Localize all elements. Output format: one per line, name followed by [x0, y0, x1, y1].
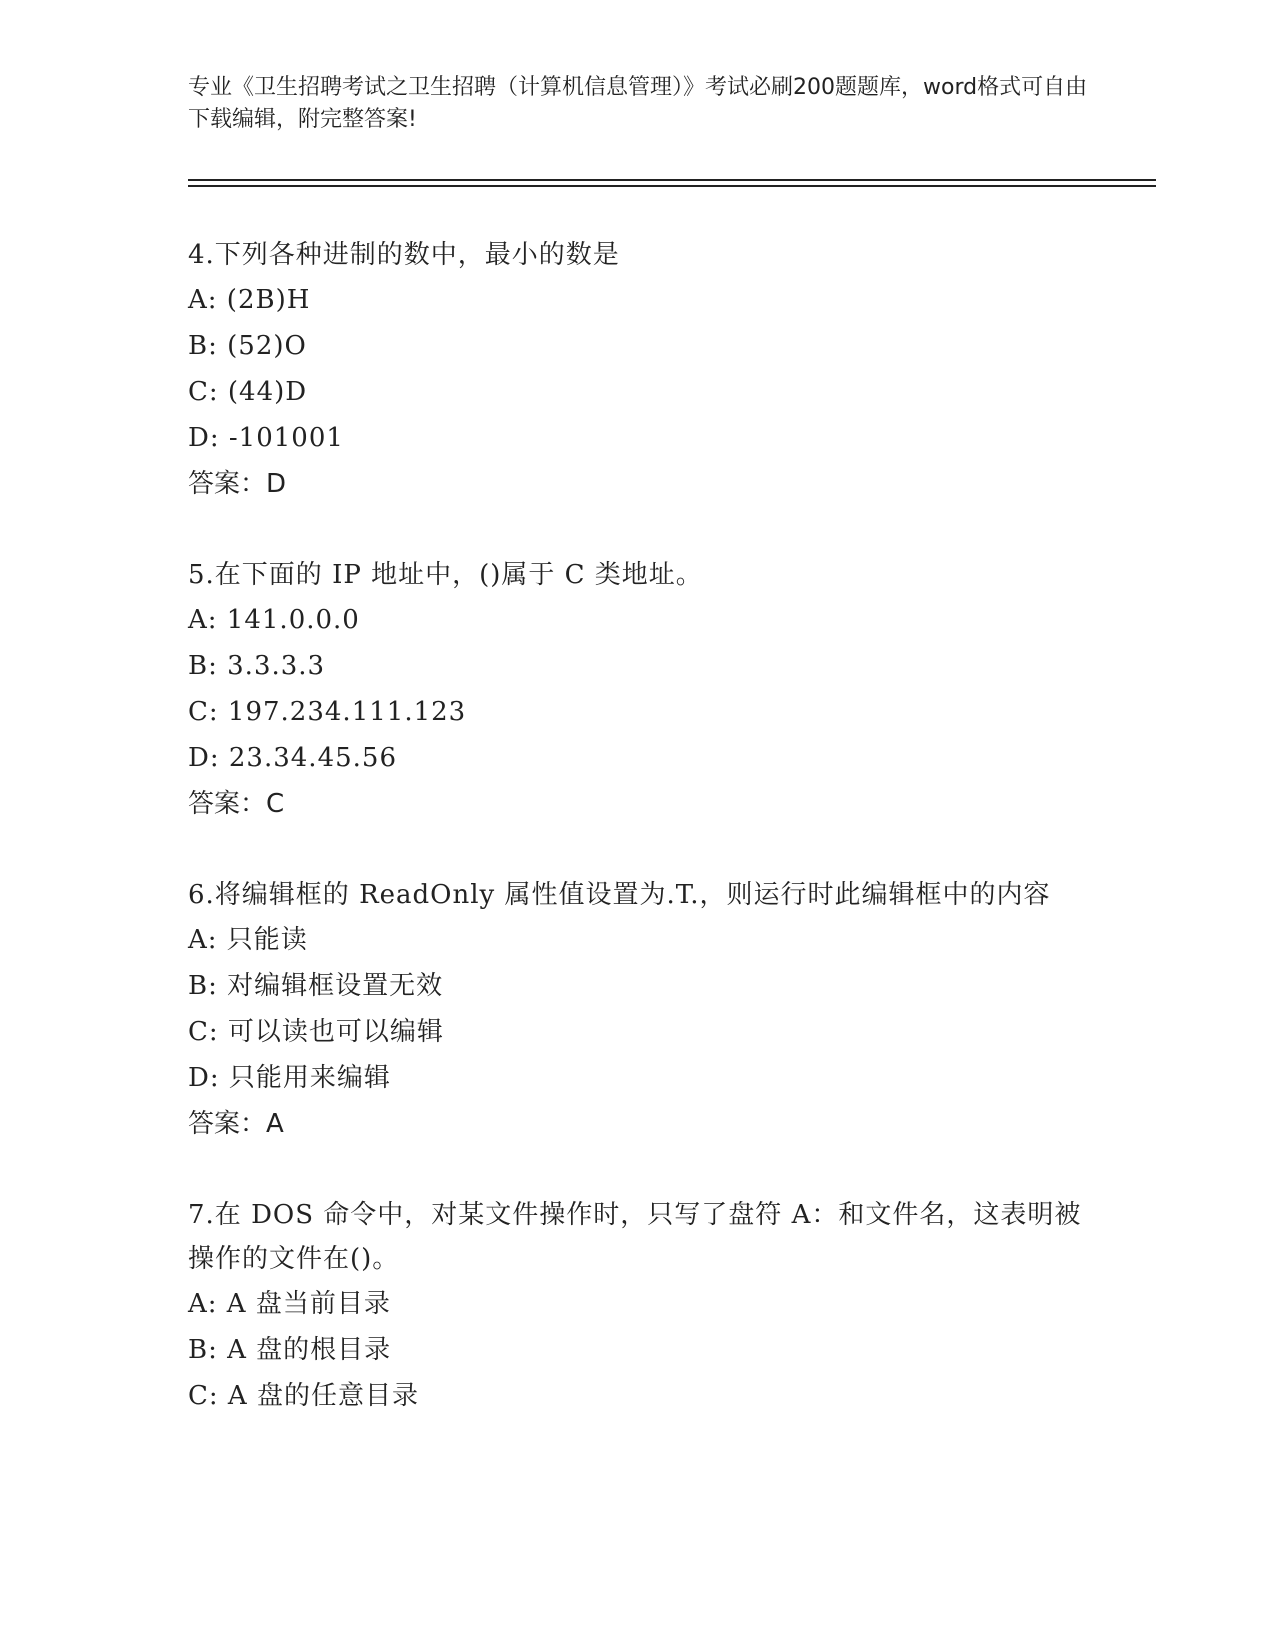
option-a: A: (2B)H — [188, 285, 311, 315]
question-7 — [188, 1193, 1088, 1419]
option-c: C: (44)D — [188, 377, 308, 407]
question-text: 5.在下面的 IP 地址中，()属于 C 类地址。 — [188, 560, 703, 590]
option-b: B: 3.3.3.3 — [188, 651, 326, 681]
document-header: 专业《卫生招聘考试之卫生招聘（计算机信息管理）》考试必刷200题题库，word格式可自由下载编辑，附完整答案! — [188, 75, 1088, 132]
question-5 — [188, 553, 1088, 827]
question-list — [188, 233, 1088, 1465]
answer-line: 答案：D — [188, 469, 287, 499]
question-text: 7.在 DOS 命令中，对某文件操作时，只写了盘符 A：和文件名，这表明被操作的文件在()。 — [188, 1200, 1082, 1274]
header-divider-top — [188, 179, 1156, 181]
question-text: 4.下列各种进制的数中，最小的数是 — [188, 240, 620, 270]
option-d: D: 只能用来编辑 — [188, 1063, 391, 1093]
option-a: A: A 盘当前目录 — [188, 1289, 391, 1319]
option-c: C: 197.234.111.123 — [188, 697, 467, 727]
option-d: D: -101001 — [188, 423, 344, 453]
option-b: B: A 盘的根目录 — [188, 1335, 392, 1365]
answer-line: 答案：C — [188, 789, 285, 819]
option-c: C: 可以读也可以编辑 — [188, 1017, 444, 1047]
option-d: D: 23.34.45.56 — [188, 743, 397, 773]
option-a: A: 只能读 — [188, 925, 308, 955]
question-4 — [188, 233, 1088, 507]
question-6 — [188, 873, 1088, 1147]
header-divider-bottom — [188, 185, 1156, 187]
option-c: C: A 盘的任意目录 — [188, 1381, 419, 1411]
option-b: B: (52)O — [188, 331, 307, 361]
option-a: A: 141.0.0.0 — [188, 605, 360, 635]
answer-line: 答案：A — [188, 1109, 284, 1139]
option-b: B: 对编辑框设置无效 — [188, 971, 444, 1001]
question-text: 6.将编辑框的 ReadOnly 属性值设置为.T.，则运行时此编辑框中的内容 — [188, 880, 1051, 910]
